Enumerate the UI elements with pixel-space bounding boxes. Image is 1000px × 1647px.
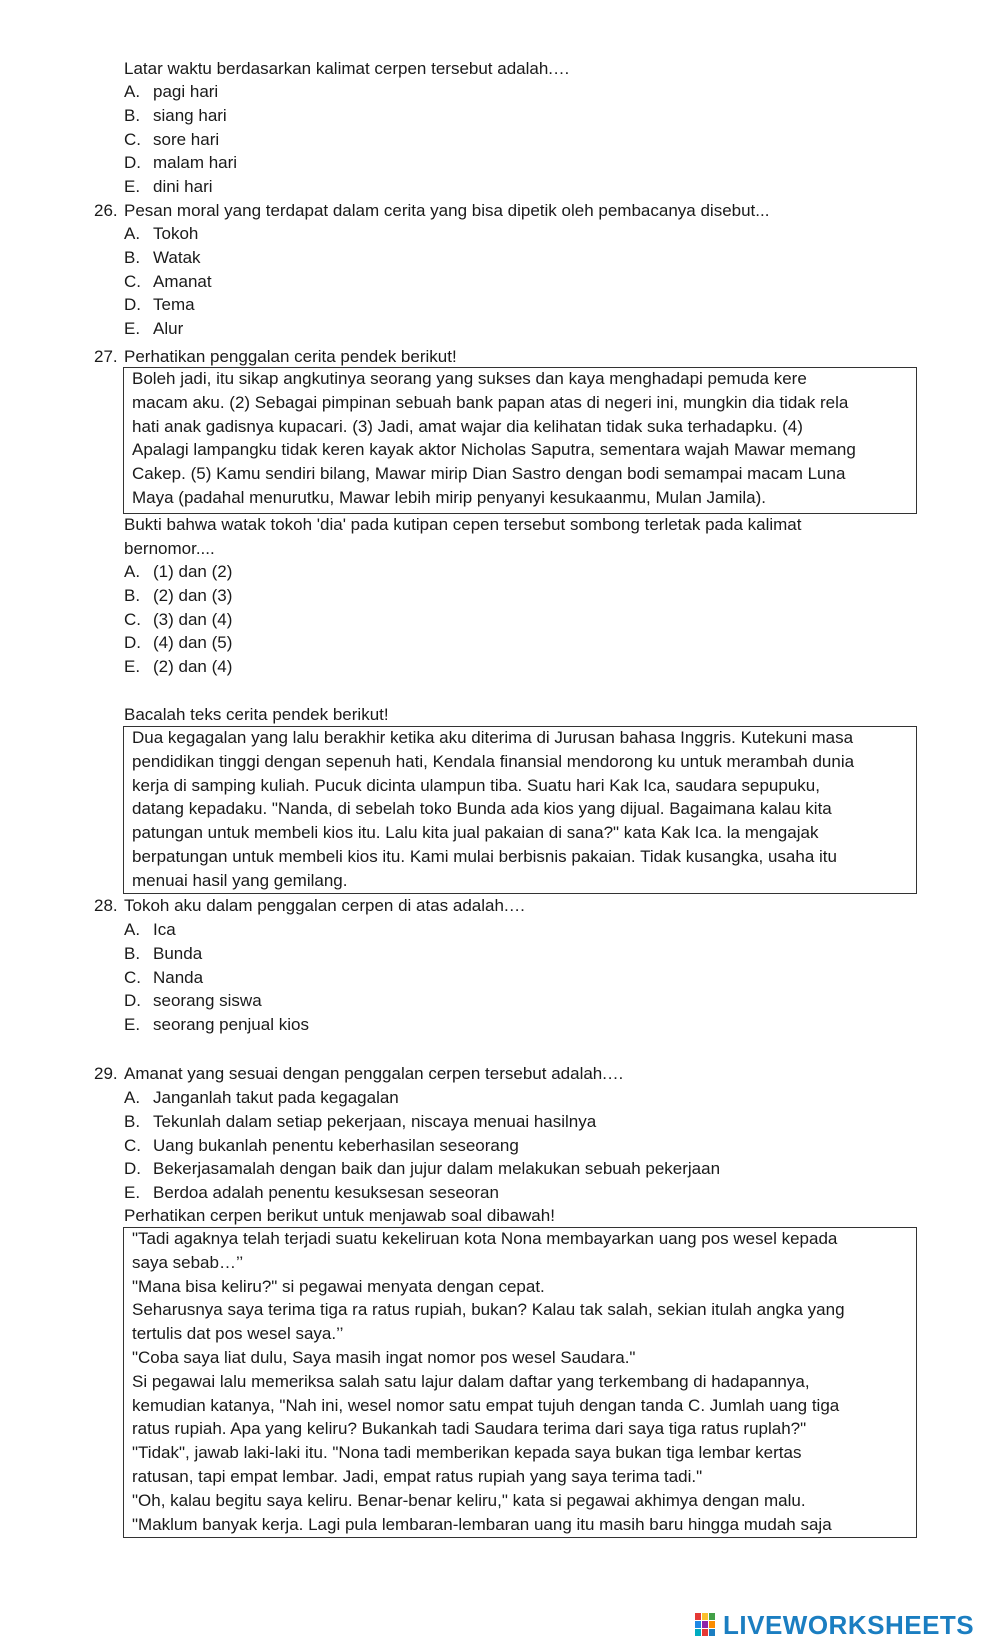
q26-option-d[interactable] bbox=[0, 293, 1000, 317]
logo-grid-icon bbox=[695, 1613, 717, 1637]
option-letter: E. bbox=[124, 1183, 141, 1203]
passage3-line: "Mana bisa keliru?" si pegawai menyata dengan cepat. bbox=[132, 1276, 545, 1296]
q27-option-c[interactable] bbox=[0, 608, 1000, 632]
intro_q25-option-d[interactable] bbox=[0, 151, 1000, 175]
option-text: Tema bbox=[153, 295, 195, 315]
intro_q25-option-e[interactable] bbox=[0, 175, 1000, 199]
option-letter: D. bbox=[124, 1159, 141, 1179]
read-intro-2: Perhatikan cerpen berikut untuk menjawab soal dibawah! bbox=[124, 1206, 555, 1225]
q28-option-c[interactable] bbox=[0, 966, 1000, 990]
passage2-line: menuai hasil yang gemilang. bbox=[132, 870, 348, 890]
passage2-box bbox=[123, 726, 917, 894]
option-letter: B. bbox=[124, 943, 141, 963]
q29-option-a[interactable] bbox=[0, 1086, 1000, 1110]
option-text: Ica bbox=[153, 920, 176, 939]
option-letter: E. bbox=[124, 319, 141, 339]
q26-stem: Pesan moral yang terdapat dalam cerita yang bisa dipetik oleh pembacanya disebut... bbox=[124, 201, 770, 220]
q26-option-c[interactable] bbox=[0, 270, 1000, 294]
option-letter: A. bbox=[124, 1088, 141, 1107]
option-letter: A. bbox=[124, 920, 141, 939]
passage3-line: "Tadi agaknya telah terjadi suatu kekeliruan kota Nona membayarkan uang pos wesel kepada bbox=[132, 1229, 838, 1248]
q27-question-line: Bukti bahwa watak tokoh 'dia' pada kutipan cepen tersebut sombong terletak pada kalimat bbox=[124, 515, 802, 534]
option-letter: C. bbox=[124, 1135, 141, 1155]
q27-number: 27. bbox=[94, 347, 118, 366]
q28-option-e[interactable] bbox=[0, 1013, 1000, 1037]
option-text: Janganlah takut pada kegagalan bbox=[153, 1088, 399, 1107]
option-text: Alur bbox=[153, 319, 184, 339]
q29-number: 29. bbox=[94, 1064, 118, 1083]
q27-passage-line: Maya (padahal menurutku, Mawar lebih mirip penyanyi kesukaanmu, Mulan Jamila). bbox=[132, 488, 767, 507]
q27-option-a[interactable] bbox=[0, 560, 1000, 584]
option-letter: E. bbox=[124, 657, 141, 677]
option-text: Berdoa adalah penentu kesuksesan seseoran bbox=[153, 1183, 499, 1203]
q26-number: 26. bbox=[94, 201, 118, 220]
q27-option-e[interactable] bbox=[0, 655, 1000, 679]
option-text: (3) dan (4) bbox=[153, 609, 233, 629]
option-text: seorang siswa bbox=[153, 991, 262, 1011]
passage3-line: Seharusnya saya terima tiga ra ratus rupiah, bukan? Kalau tak salah, sekian itulah angka yang bbox=[132, 1300, 845, 1320]
passage2-line: kerja di samping kuliah. Pucuk dicinta ulampun tiba. Suatu hari Kak Ica, saudara sepupuku, bbox=[132, 775, 820, 795]
q27-passage-box bbox=[123, 367, 917, 514]
option-letter: B. bbox=[124, 1111, 141, 1131]
passage2-line: berpatungan untuk membeli kios itu. Kami mulai berbisnis pakaian. Tidak kusangka, usaha itu bbox=[132, 847, 837, 866]
passage3-line: "Oh, kalau begitu saya keliru. Benar-benar keliru," kata si pegawai akhimya dengan malu. bbox=[132, 1490, 806, 1510]
option-letter: C. bbox=[124, 609, 141, 629]
passage3-line: saya sebab…’’ bbox=[132, 1252, 244, 1272]
q27-passage-line: Cakep. (5) Kamu sendiri bilang, Mawar mirip Dian Sastro dengan bodi semampai macam Luna bbox=[132, 464, 846, 484]
q28-row bbox=[0, 894, 1000, 918]
q27-option-b[interactable] bbox=[0, 584, 1000, 608]
q26-option-e[interactable] bbox=[0, 317, 1000, 341]
option-letter: D. bbox=[124, 295, 141, 315]
option-letter: E. bbox=[124, 177, 141, 197]
intro_q25-option-a[interactable] bbox=[0, 80, 1000, 104]
option-text: sore hari bbox=[153, 129, 220, 149]
q26-option-b[interactable] bbox=[0, 246, 1000, 270]
q29-row bbox=[0, 1062, 1000, 1086]
q28-number: 28. bbox=[94, 896, 118, 915]
option-text: seorang penjual kios bbox=[153, 1015, 309, 1035]
option-text: Uang bukanlah penentu keberhasilan seseorang bbox=[153, 1135, 519, 1155]
q27-option-d[interactable] bbox=[0, 631, 1000, 655]
option-text: Bekerjasamalah dengan baik dan jujur dalam melakukan sebuah pekerjaan bbox=[153, 1159, 721, 1179]
q27-passage-line: macam aku. (2) Sebagai pimpinan sebuah bank papan atas di negeri ini, mungkin dia tidak rela bbox=[132, 392, 849, 412]
option-letter: C. bbox=[124, 271, 141, 291]
q28-stem: Tokoh aku dalam penggalan cerpen di atas adalah.… bbox=[124, 896, 526, 915]
passage3-line: tertulis dat pos wesel saya.’’ bbox=[132, 1324, 344, 1344]
passage3-line: ratusan, tapi empat lembar. Jadi, empat ratus rupiah yang saya terima tadi." bbox=[132, 1467, 703, 1486]
q27-passage-line: hati anak gadisnya kupacari. (3) Jadi, amat wajar dia kelihatan tidak suka terhadapku. (4) bbox=[132, 416, 803, 436]
option-text: malam hari bbox=[153, 153, 238, 173]
option-letter: B. bbox=[124, 585, 141, 605]
passage3-line: ratus rupiah. Apa yang keliru? Bukankah tadi Saudara terima dari saya tiga ratus ruplah?" bbox=[132, 1419, 807, 1439]
passage2-line: Dua kegagalan yang lalu berakhir ketika aku diterima di Jurusan bahasa Inggris. Kutekuni masa bbox=[132, 728, 854, 747]
passage3-box bbox=[123, 1227, 917, 1538]
option-text: Nanda bbox=[153, 967, 204, 987]
passage2-line: patungan untuk membeli kios itu. Lalu kita jual pakaian di sana?" kata Kak Ica. la mengajak bbox=[132, 823, 819, 843]
passage3-line: "Coba saya liat dulu, Saya masih ingat nomor pos wesel Saudara." bbox=[132, 1348, 636, 1367]
option-text: (2) dan (3) bbox=[153, 585, 233, 605]
q27-stem: Perhatikan penggalan cerita pendek berikut! bbox=[124, 347, 457, 366]
option-text: Watak bbox=[153, 247, 201, 267]
intro_q25-option-b[interactable] bbox=[0, 104, 1000, 128]
option-text: (1) dan (2) bbox=[153, 562, 233, 581]
option-text: Amanat bbox=[153, 271, 212, 291]
q27-question-line: bernomor.... bbox=[124, 538, 215, 558]
option-text: siang hari bbox=[153, 105, 227, 125]
option-letter: D. bbox=[124, 633, 141, 653]
liveworksheets-logo[interactable] bbox=[695, 1610, 974, 1640]
passage3-line: "Maklum banyak kerja. Lagi pula lembaran-lembaran uang itu masih baru hingga mudah saja bbox=[132, 1514, 832, 1534]
option-text: (2) dan (4) bbox=[153, 657, 233, 677]
passage2-line: pendidikan tinggi dengan sepenuh hati, Kendala finansial mendorong ku untuk merambah dunia bbox=[132, 751, 855, 771]
q27-passage-line: Boleh jadi, itu sikap angkutinya seorang yang sukses dan kaya menghadapi pemuda kere bbox=[132, 369, 807, 388]
option-letter: A. bbox=[124, 562, 141, 581]
option-letter: D. bbox=[124, 153, 141, 173]
option-letter: E. bbox=[124, 1015, 141, 1035]
q28-option-d[interactable] bbox=[0, 989, 1000, 1013]
intro_q25-option-c[interactable] bbox=[0, 128, 1000, 152]
q29-stem: Amanat yang sesuai dengan penggalan cerpen tersebut adalah.… bbox=[124, 1064, 624, 1083]
passage3-line: "Tidak", jawab laki-laki itu. "Nona tadi memberikan kepada saya bukan tiga lembar kertas bbox=[132, 1443, 802, 1463]
passage3-line: Si pegawai lalu memeriksa salah satu lajur dalam daftar yang terkembang di hadapannya, bbox=[132, 1371, 810, 1391]
option-text: Tekunlah dalam setiap pekerjaan, niscaya menuai hasilnya bbox=[153, 1111, 597, 1131]
q26-option-a[interactable] bbox=[0, 222, 1000, 246]
read-intro: Bacalah teks cerita pendek berikut! bbox=[124, 705, 389, 724]
q26-row bbox=[0, 199, 1000, 223]
q29-option-c[interactable] bbox=[0, 1134, 1000, 1158]
option-text: pagi hari bbox=[153, 82, 219, 101]
option-text: dini hari bbox=[153, 177, 213, 197]
q28-option-b[interactable] bbox=[0, 942, 1000, 966]
option-letter: D. bbox=[124, 991, 141, 1011]
option-letter: C. bbox=[124, 129, 141, 149]
option-text: Bunda bbox=[153, 943, 203, 963]
q29-option-b[interactable] bbox=[0, 1110, 1000, 1134]
q28-option-a[interactable] bbox=[0, 918, 1000, 942]
q27-passage-line: Apalagi lampangku tidak keren kayak aktor Nicholas Saputra, sementara wajah Mawar memang bbox=[132, 440, 856, 460]
option-letter: B. bbox=[124, 247, 141, 267]
option-letter: A. bbox=[124, 82, 141, 101]
option-text: Tokoh bbox=[153, 224, 199, 243]
option-letter: B. bbox=[124, 105, 141, 125]
passage3-line: kemudian katanya, "Nah ini, wesel nomor satu empat tujuh dengan tanda C. Jumlah uang tiga bbox=[132, 1395, 840, 1415]
option-letter: C. bbox=[124, 967, 141, 987]
logo-text: LIVEWORKSHEETS bbox=[723, 1609, 975, 1640]
option-letter: A. bbox=[124, 224, 141, 243]
q29-option-d[interactable] bbox=[0, 1157, 1000, 1181]
q29-option-e[interactable] bbox=[0, 1181, 1000, 1205]
q25-stem: Latar waktu berdasarkan kalimat cerpen tersebut adalah.… bbox=[124, 59, 571, 78]
q27-row bbox=[0, 345, 1000, 369]
option-text: (4) dan (5) bbox=[153, 633, 233, 653]
passage2-line: datang kepadaku. "Nanda, di sebelah toko Bunda ada kios yang dijual. Bagaimana kalau kita bbox=[132, 799, 832, 819]
